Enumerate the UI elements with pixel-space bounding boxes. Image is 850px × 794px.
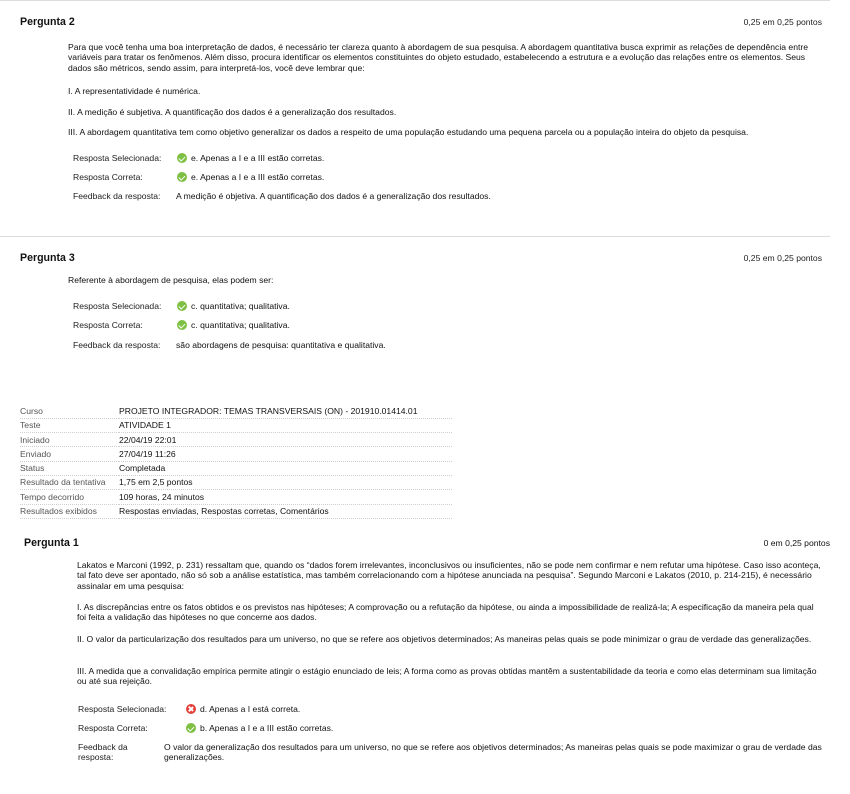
question-1-selected-answer <box>78 704 300 714</box>
summary-value: Respostas enviadas, Respostas corretas, Comentários <box>119 504 452 518</box>
summary-key: Tempo decorrido <box>20 490 119 504</box>
selected-answer-value: e. Apenas a I e a III estão corretas. <box>191 153 325 163</box>
correct-answer-value: e. Apenas a I e a III estão corretas. <box>191 172 325 182</box>
question-1-title: Pergunta 1 <box>24 537 79 549</box>
question-1-intro: Lakatos e Marconi (1992, p. 231) ressaltam que, quando os “dados forem irrelevantes, inconclusivos ou insuficientes, não se pode nem confirmar e nem refutar uma hipótese. Caso isso aconteça, tal fato deve ser apontado, não só sob a análise estatística, mas também correlacionando com a hipótese anunciada na pesquisa”. Segundo Marconi e Lakatos (2010, p. 214-215), é necessário assinalar em uma pesquisa: <box>77 560 821 591</box>
question-2-header <box>0 0 830 28</box>
summary-row <box>20 461 452 475</box>
question-2-title: Pergunta 2 <box>20 16 75 28</box>
summary-value: Completada <box>119 461 452 475</box>
check-circle-icon <box>177 320 187 330</box>
summary-value: 22/04/19 22:01 <box>119 433 452 447</box>
question-2-intro: Para que você tenha uma boa interpretação de dados, é necessário ter clareza quanto à abordagem de sua pesquisa. A abordagem quantitativa busca exprimir as relações de dependência entre variáveis para tratar os fenômenos. Além disso, procura identificar os elementos constituintes do objeto estudado, estabelecendo a estrutura e a evolução das relações entre os elementos. Seus dados são métricos, sendo assim, para interpretá-los, você deve lembrar que: <box>68 42 809 73</box>
correct-answer-label: Resposta Correta: <box>73 320 143 330</box>
summary-key: Resultado da tentativa <box>20 475 119 489</box>
summary-key: Iniciado <box>20 433 119 447</box>
question-1-score: 0 em 0,25 pontos <box>763 538 830 548</box>
summary-row <box>20 504 452 518</box>
question-2-score: 0,25 em 0,25 pontos <box>743 17 822 27</box>
check-circle-icon <box>186 723 196 733</box>
question-2-correct-answer <box>73 172 324 182</box>
question-1-item-3 <box>77 666 822 687</box>
question-1-item-3-text: III. A medida que a convalidação empírica permite atingir o estágio enunciado de leis; A forma como as provas obtidas mantêm a sustentabilidade da teoria e como elas determinam sua limitação ou até sua rejeição. <box>77 666 817 687</box>
summary-value: PROJETO INTEGRADOR: TEMAS TRANSVERSAIS (ON) - 201910.01414.01 <box>119 404 452 418</box>
question-3-intro: Referente à abordagem de pesquisa, elas podem ser: <box>68 275 274 285</box>
correct-answer-label: Resposta Correta: <box>78 723 148 733</box>
attempt-review-bottom <box>0 398 850 794</box>
question-3-text <box>68 275 820 285</box>
check-circle-icon <box>177 301 187 311</box>
question-1-item-1-text: I. As discrepâncias entre os fatos obtidos e os previstos nas hipóteses; A comprovação ou a refutação da hipótese, ou ainda a impossibilidade de realizá-la; A especificação da maneira pela qual foi feita a validação das hipóteses no que concerne aos dados. <box>77 602 814 623</box>
question-1-item-2 <box>77 634 822 644</box>
question-2-item-1-text: I. A representatividade é numérica. <box>68 86 201 96</box>
summary-key: Teste <box>20 418 119 432</box>
summary-key: Curso <box>20 404 119 418</box>
question-3-score: 0,25 em 0,25 pontos <box>743 253 822 263</box>
correct-answer-label: Resposta Correta: <box>73 172 143 182</box>
question-1-header <box>24 537 830 553</box>
summary-key: Resultados exibidos <box>20 504 119 518</box>
summary-row <box>20 447 452 461</box>
question-2-item-1 <box>68 86 820 96</box>
summary-row <box>20 475 452 489</box>
feedback-value: A medição é objetiva. A quantificação dos dados é a generalização dos resultados. <box>176 191 491 201</box>
attempt-summary-table <box>20 404 452 519</box>
feedback-value: O valor da generalização dos resultados para um universo, no que se refere aos objetivos determinados; As maneiras pelas quais se pode maximizar o grau de verdade das generalizações. <box>164 742 822 763</box>
summary-value: 109 horas, 24 minutos <box>119 490 452 504</box>
question-3-correct-answer <box>73 320 290 330</box>
check-circle-icon <box>177 172 187 182</box>
question-2-feedback <box>73 191 491 201</box>
question-review-top <box>0 0 850 390</box>
question-2-text <box>68 42 820 73</box>
question-1-feedback <box>78 742 828 763</box>
summary-row <box>20 490 452 504</box>
question-2-item-3-text: III. A abordagem quantitativa tem como objetivo generalizar os dados a respeito de uma população estudando uma pequena parcela ou a população inteira do objeto da pesquisa. <box>68 127 749 137</box>
summary-value: 1,75 em 2,5 pontos <box>119 475 452 489</box>
question-1-item-2-text: II. O valor da particularização dos resultados para um universo, no que se refere aos objetivos determinados; As maneiras pelas quais se pode minimizar o grau de verdade das generalizações. <box>77 634 812 644</box>
selected-answer-label: Resposta Selecionada: <box>73 301 162 311</box>
feedback-label: Feedback da resposta: <box>73 191 161 201</box>
check-circle-icon <box>177 153 187 163</box>
summary-row <box>20 404 452 418</box>
question-1-text <box>77 560 822 591</box>
selected-answer-value: d. Apenas a I está correta. <box>200 704 301 714</box>
question-3-title: Pergunta 3 <box>20 252 75 264</box>
feedback-label: Feedback da resposta: <box>73 340 161 350</box>
summary-row <box>20 418 452 432</box>
question-2-item-2 <box>68 107 820 117</box>
feedback-label: Feedback da resposta: <box>78 742 128 763</box>
summary-value: ATIVIDADE 1 <box>119 418 452 432</box>
question-2-item-2-text: II. A medição é subjetiva. A quantificação dos dados é a generalização dos resultados. <box>68 107 397 117</box>
x-circle-icon <box>186 704 196 714</box>
feedback-value: são abordagens de pesquisa: quantitativa e qualitativa. <box>176 340 386 350</box>
question-2-item-3 <box>68 127 820 137</box>
summary-key: Status <box>20 461 119 475</box>
question-3-feedback <box>73 340 386 350</box>
question-1-item-1 <box>77 602 822 623</box>
summary-key: Enviado <box>20 447 119 461</box>
correct-answer-value: c. quantitativa; qualitativa. <box>191 320 290 330</box>
selected-answer-value: c. quantitativa; qualitativa. <box>191 301 290 311</box>
question-1-correct-answer <box>78 723 333 733</box>
question-3-selected-answer <box>73 301 290 311</box>
summary-row <box>20 433 452 447</box>
selected-answer-label: Resposta Selecionada: <box>73 153 162 163</box>
selected-answer-label: Resposta Selecionada: <box>78 704 167 714</box>
question-3-header <box>0 236 830 264</box>
question-2-selected-answer <box>73 153 324 163</box>
summary-value: 27/04/19 11:26 <box>119 447 452 461</box>
correct-answer-value: b. Apenas a I e a III estão corretas. <box>200 723 334 733</box>
